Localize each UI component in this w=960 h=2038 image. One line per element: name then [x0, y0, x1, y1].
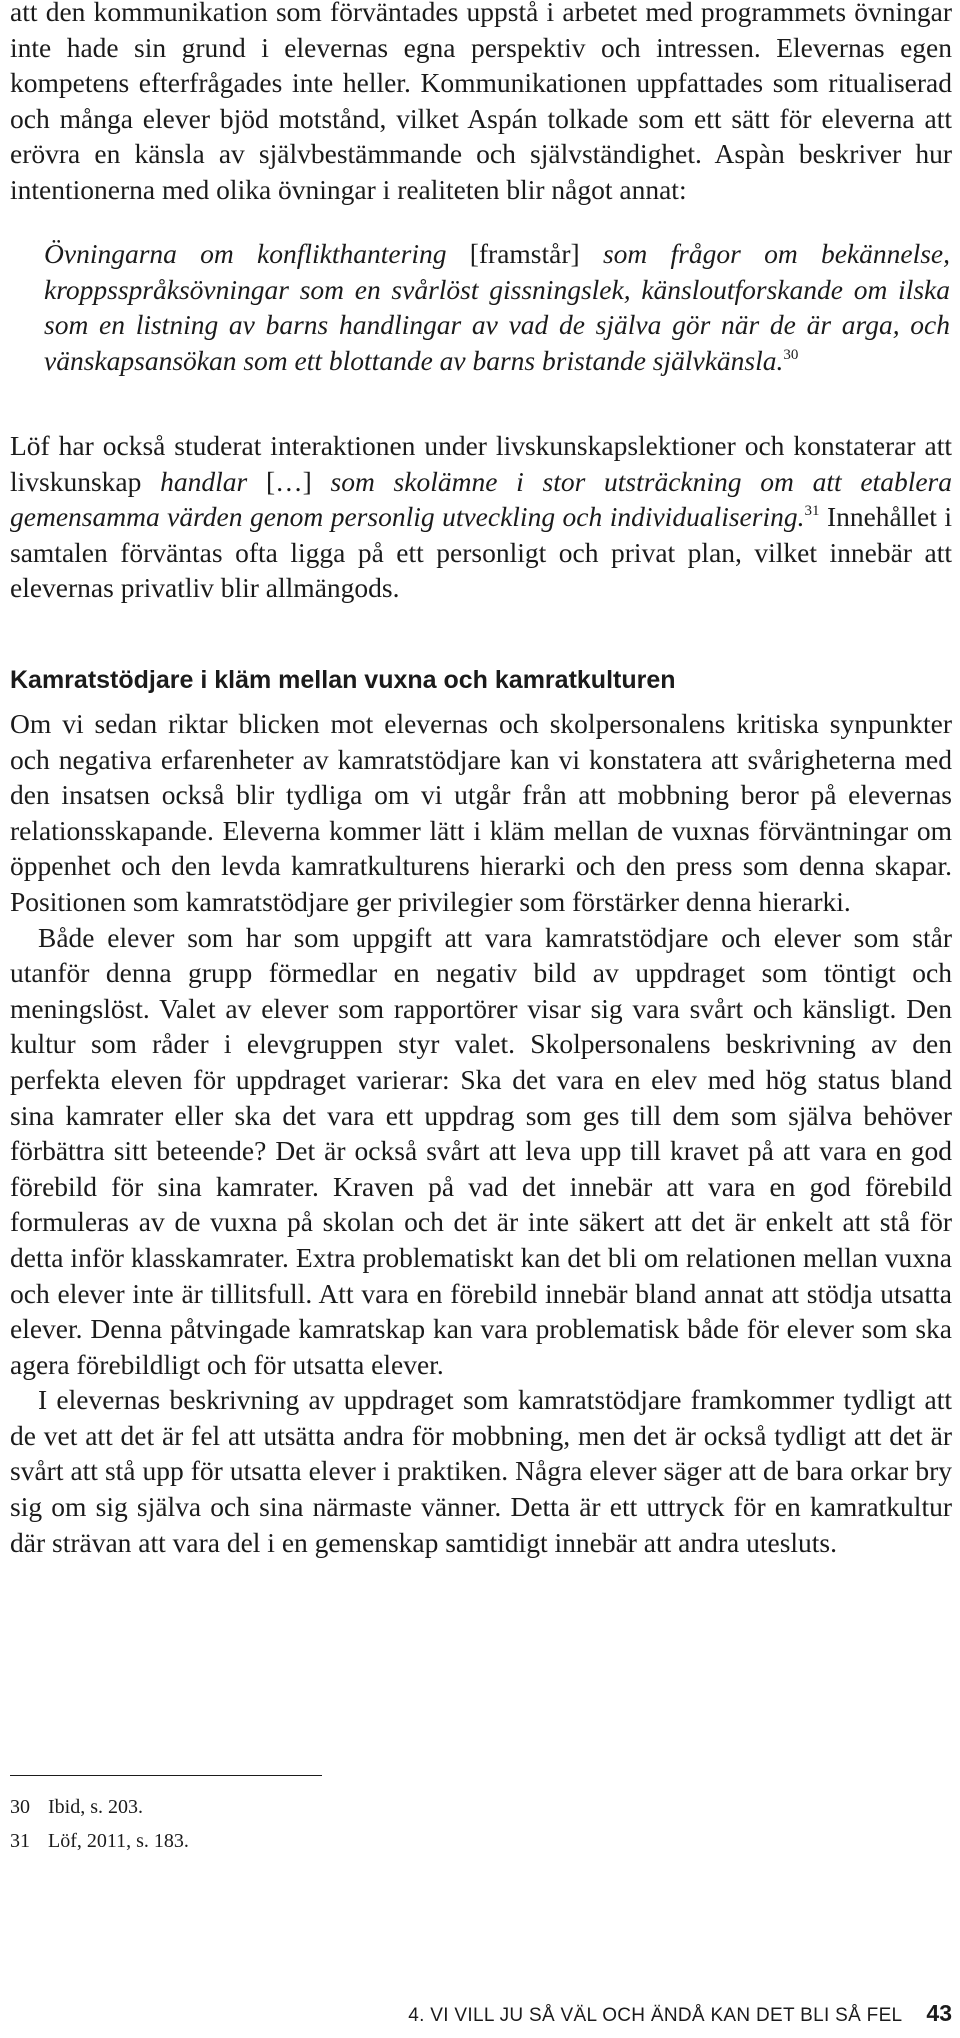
section-body [10, 706, 952, 1560]
lof-italic-1: handlar [160, 465, 248, 497]
paragraph-intro: att den kommunikation som förväntades uppstå i arbetet med programmets övningar inte hade sin grund i elevernas egna perspektiv och intressen. Elevernas egen kompetens efterfrågades inte heller. Kommunikationen uppfattades som ritualiserad och många elever bjöd motstånd, vilket Aspán tolkade som ett sätt för eleverna att erövra en känsla av självbestämmande och självständighet. Aspàn beskriver hur intentionerna med olika övningar i realiteten blir något annat: [10, 0, 952, 205]
lof-ellipsis: […] [247, 465, 331, 497]
lof-text-1: Löf har också studerat interaktionen under livskunskapslektioner och konstaterar att livskunskap [10, 430, 952, 497]
quote-insertion: [framstår] [446, 238, 603, 269]
footnote-number: 31 [10, 1830, 30, 1852]
page-number: 43 [926, 2000, 952, 2026]
lof-text-2: Innehållet i samtalen förväntas ofta ligga på ett personligt och privat plan, vilket innebär att elevernas privatliv blir allmängods. [10, 501, 952, 604]
section-heading: Kamratstödjare i kläm mellan vuxna och kamratkulturen [10, 666, 676, 694]
footnote-ref-30: 30 [783, 346, 799, 363]
footnote-text: Löf, 2011, s. 183. [48, 1830, 189, 1852]
paragraph-lof [10, 428, 952, 606]
footnote-30 [10, 1796, 143, 1819]
paragraph-section-2: Både elever som har som uppgift att vara kamratstödjare och elever som står utanför denna grupp förmedlar en negativ bild av uppdraget som töntigt och meningslöst. Valet av elever som rapportörer visar sig vara svårt och känsligt. Den kultur som råder i elevgruppen styr valet. Skolpersonalens beskrivning av den perfekta eleven för uppdraget varierar: Ska det vara en elev med hög status bland sina kamrater eller ska det vara ett uppdrag som ges till dem som själva behöver förbättra sitt beteende? Det är också svårt att leva upp till kravet på att vara en god förebild för sina kamrater. Kraven på vad det innebär att vara en god förebild formuleras av de vuxna på skolan och det är inte säkert att det är enkelt att stå för detta inför klasskamrater. Extra problematiskt kan det bli om relationen mellan vuxna och elever inte är tillitsfull. Att vara en förebild innebär bland annat att stödja utsatta elever. Denna påtvingade kamratskap kan vara problematisk både för elever som ska agera förebildligt och för utsatta elever. [10, 921, 952, 1380]
quote-text-2: som frågor om bekännelse, kroppsspråksövningar som en svårlöst gissningslek, känsloutforskande om ilska som en listning av barns handlingar av vad de själva gör när de är arga, och vänskapsansökan som ett blottande av barns bristande självkänsla. [44, 238, 950, 376]
footnote-number: 30 [10, 1796, 30, 1818]
lof-italic-2: som skolämne i stor utsträckning om att etablera gemensamma värden genom personlig utveckling och individualisering. [10, 465, 952, 533]
chapter-title: 4. VI VILL JU SÅ VÄL OCH ÄNDÅ KAN DET BLI SÅ FEL [408, 2005, 903, 2026]
paragraph-section-3: I elevernas beskrivning av uppdraget som kamratstödjare framkommer tydligt att de vet att det är fel att utsätta andra för mobbning, men det är också tydligt att det är svårt att stå upp för utsatta elever i praktiken. Några elever säger att de bara orkar bry sig om sig själva och sina närmaste vänner. Detta är ett uttryck för en kamratkultur där strävan att vara del i en gemenskap samtidigt innebär att andra utesluts. [10, 1384, 952, 1558]
block-quote [44, 236, 950, 378]
footnote-text: Ibid, s. 203. [48, 1796, 143, 1818]
page-footer [408, 2000, 952, 2027]
footnote-divider [10, 1775, 322, 1776]
quote-text-1: Övningarna om konflikthantering [44, 238, 447, 269]
footnote-31 [10, 1830, 189, 1853]
footnote-ref-31: 31 [804, 503, 820, 520]
paragraph-section-1: Om vi sedan riktar blicken mot elevernas och skolpersonalens kritiska synpunkter och negativa erfarenheter av kamratstödjare kan vi konstatera att svårigheterna med den insatsen också blir tydliga om vi utgår från att mobbning beror på elevernas relationsskapande. Eleverna kommer lätt i kläm mellan de vuxnas förväntningar om öppenhet och den levda kamratkulturens hierarki och den press som denna skapar. Positionen som kamratstödjare ger privilegier som förstärker denna hierarki. [10, 708, 952, 917]
